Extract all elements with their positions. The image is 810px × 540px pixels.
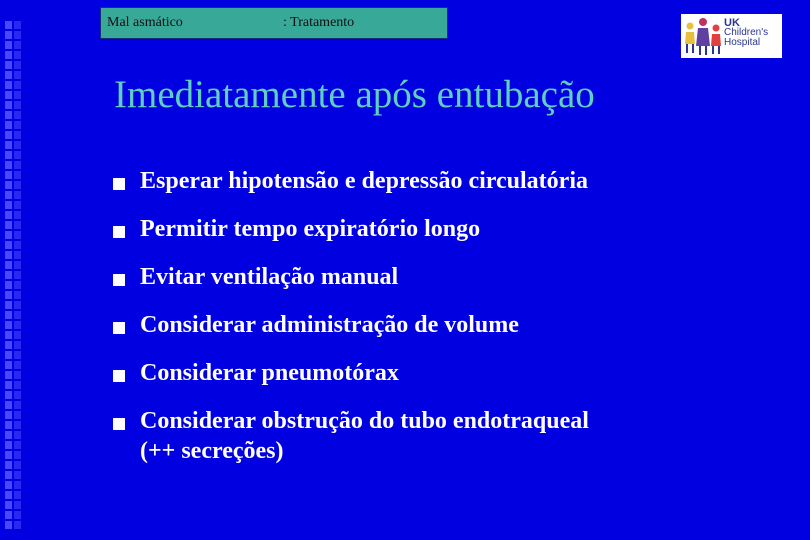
stripe-square	[14, 181, 21, 189]
stripe-square	[14, 471, 21, 479]
bullet-item	[113, 214, 793, 262]
stripe-square	[14, 71, 21, 79]
stripe-square	[14, 151, 21, 159]
stripe-square	[5, 121, 12, 129]
bullet-item	[113, 310, 793, 358]
stripe-square	[14, 111, 21, 119]
stripe-square	[14, 321, 21, 329]
stripe-square	[14, 461, 21, 469]
bullet-item	[113, 406, 793, 466]
stripe-square	[5, 221, 12, 229]
stripe-square	[5, 491, 12, 499]
stripe-square	[5, 381, 12, 389]
stripe-square	[5, 501, 12, 509]
stripe-square	[14, 211, 21, 219]
stripe-square	[5, 451, 12, 459]
bullet-item	[113, 358, 793, 406]
bullet-item	[113, 262, 793, 310]
square-bullet-icon	[113, 370, 125, 382]
bullet-text: Considerar administração de volume	[140, 312, 519, 338]
header-section: : Tratamento	[283, 15, 355, 30]
stripe-square	[14, 421, 21, 429]
stripe-square	[14, 351, 21, 359]
square-bullet-icon	[113, 178, 125, 190]
stripe-square	[14, 171, 21, 179]
stripe-square	[5, 391, 12, 399]
bullet-list	[113, 166, 793, 466]
stripe-square	[14, 391, 21, 399]
square-bullet-icon	[113, 322, 125, 334]
stripe-square	[14, 21, 21, 29]
bullet-continuation: (++ secreções)	[140, 438, 284, 464]
bullet-text: Esperar hipotensão e depressão circulatória	[140, 168, 588, 194]
stripe-square	[5, 61, 12, 69]
stripe-square	[14, 201, 21, 209]
stripe-square	[5, 181, 12, 189]
stripe-square	[14, 511, 21, 519]
stripe-square	[5, 51, 12, 59]
stripe-square	[14, 241, 21, 249]
stripe-square	[5, 271, 12, 279]
stripe-square	[14, 401, 21, 409]
stripe-square	[14, 371, 21, 379]
stripe-square	[5, 201, 12, 209]
stripe-square	[5, 291, 12, 299]
bullet-text: Considerar pneumotórax	[140, 360, 399, 386]
stripe-square	[5, 441, 12, 449]
stripe-square	[5, 171, 12, 179]
stripe-square	[14, 411, 21, 419]
stripe-square	[5, 461, 12, 469]
stripe-square	[14, 141, 21, 149]
stripe-square	[5, 131, 12, 139]
stripe-square	[5, 481, 12, 489]
stripe-square	[14, 501, 21, 509]
stripe-square	[14, 191, 21, 199]
children-figures-icon	[683, 16, 723, 56]
stripe-square	[14, 131, 21, 139]
stripe-square	[14, 301, 21, 309]
stripe-square	[14, 281, 21, 289]
bullet-item	[113, 166, 793, 214]
stripe-square	[5, 91, 12, 99]
bullet-text: Permitir tempo expiratório longo	[140, 216, 481, 242]
stripe-square	[5, 111, 12, 119]
stripe-square	[5, 21, 12, 29]
stripe-square	[14, 101, 21, 109]
square-bullet-icon	[113, 418, 125, 430]
stripe-square	[5, 511, 12, 519]
stripe-square	[5, 101, 12, 109]
stripe-square	[14, 521, 21, 529]
stripe-square	[5, 241, 12, 249]
logo-wordmark	[724, 18, 782, 48]
stripe-square	[14, 311, 21, 319]
stripe-square	[14, 491, 21, 499]
stripe-square	[14, 481, 21, 489]
stripe-square	[14, 451, 21, 459]
stripe-square	[14, 121, 21, 129]
stripe-square	[14, 271, 21, 279]
stripe-square	[5, 151, 12, 159]
stripe-square	[5, 321, 12, 329]
header-topic: Mal asmático	[107, 15, 183, 30]
stripe-square	[5, 431, 12, 439]
slide-title: Imediatamente após entubação	[114, 73, 595, 116]
logo-line-hospital: Hospital	[724, 37, 761, 48]
stripe-square	[5, 521, 12, 529]
stripe-square	[5, 351, 12, 359]
bullet-text: Evitar ventilação manual	[140, 264, 399, 290]
stripe-square	[5, 41, 12, 49]
stripe-square	[14, 61, 21, 69]
stripe-square	[14, 231, 21, 239]
stripe-square	[14, 381, 21, 389]
stripe-square	[5, 411, 12, 419]
stripe-square	[5, 211, 12, 219]
stripe-square	[5, 421, 12, 429]
stripe-square	[14, 31, 21, 39]
stripe-square	[14, 291, 21, 299]
stripe-square	[14, 41, 21, 49]
stripe-square	[5, 261, 12, 269]
stripe-square	[5, 341, 12, 349]
stripe-square	[5, 71, 12, 79]
stripe-square	[14, 221, 21, 229]
left-decorative-stripe	[0, 0, 24, 540]
stripe-square	[5, 401, 12, 409]
stripe-square	[5, 301, 12, 309]
stripe-square	[14, 91, 21, 99]
logo-line-uk: UK	[724, 17, 740, 29]
stripe-square	[5, 191, 12, 199]
stripe-square	[14, 51, 21, 59]
stripe-square	[5, 311, 12, 319]
stripe-square	[14, 341, 21, 349]
stripe-square	[5, 361, 12, 369]
stripe-square	[5, 471, 12, 479]
stripe-square	[5, 81, 12, 89]
stripe-square	[14, 81, 21, 89]
stripe-square	[5, 31, 12, 39]
header-box	[100, 7, 448, 39]
stripe-square	[14, 251, 21, 259]
stripe-square	[5, 371, 12, 379]
stripe-square	[14, 161, 21, 169]
stripe-square	[14, 441, 21, 449]
hospital-logo	[681, 14, 782, 58]
stripe-square	[5, 141, 12, 149]
stripe-square	[5, 331, 12, 339]
bullet-text: Considerar obstrução do tubo endotraqueal	[140, 408, 589, 434]
square-bullet-icon	[113, 226, 125, 238]
square-bullet-icon	[113, 274, 125, 286]
stripe-square	[14, 361, 21, 369]
stripe-square	[5, 231, 12, 239]
logo-line-children: Children's	[724, 27, 769, 38]
stripe-square	[14, 261, 21, 269]
stripe-square	[5, 251, 12, 259]
stripe-square	[5, 281, 12, 289]
stripe-square	[5, 161, 12, 169]
stripe-square	[14, 331, 21, 339]
stripe-pattern	[4, 20, 22, 530]
stripe-square	[14, 431, 21, 439]
